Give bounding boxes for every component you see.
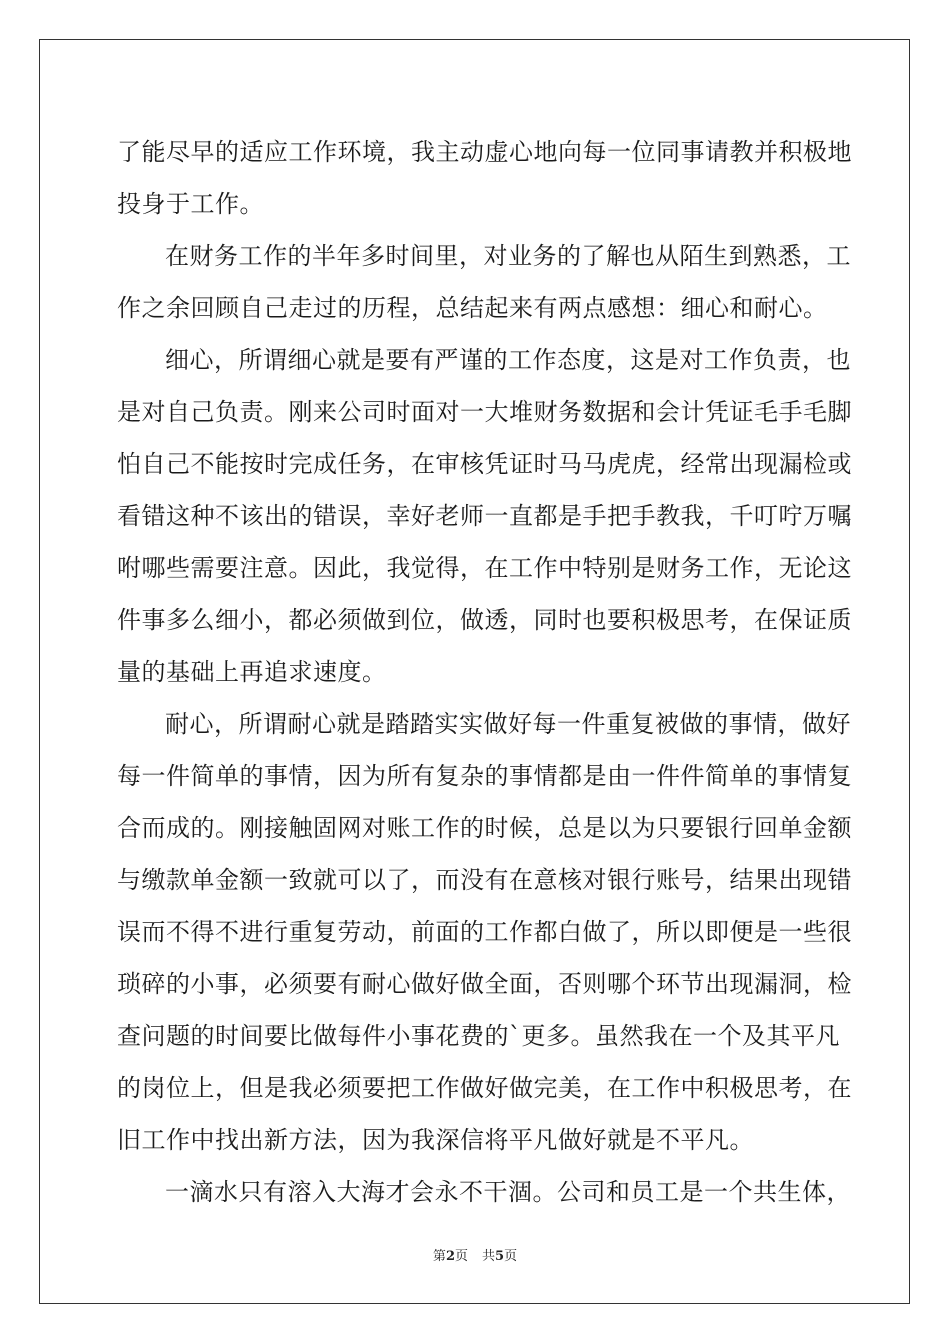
paragraph	[117, 1166, 851, 1218]
paragraph	[117, 230, 851, 334]
text-line: 合而成的。刚接触固网对账工作的时候，总是以为只要银行回单金额	[117, 814, 852, 842]
text-line: 琐碎的小事，必须要有耐心做好做全面，否则哪个环节出现漏洞，检	[117, 970, 852, 998]
text-line: 是对自己负责。刚来公司时面对一大堆财务数据和会计凭证毛手毛脚	[117, 398, 852, 426]
text-line: 怕自己不能按时完成任务，在审核凭证时马马虎虎，经常出现漏检或	[117, 450, 852, 478]
text-line: 量的基础上再追求速度。	[117, 658, 387, 686]
text-line: 与缴款单金额一致就可以了，而没有在意核对银行账号，结果出现错	[117, 866, 852, 894]
page-footer	[0, 1245, 950, 1264]
total-prefix: 共	[482, 1249, 496, 1264]
paragraph	[117, 698, 852, 1166]
text-line: 看错这种不该出的错误，幸好老师一直都是手把手教我，千叮咛万嘱	[117, 502, 852, 530]
text-line: 耐心，所谓耐心就是踏踏实实做好每一件重复被做的事情，做好	[165, 710, 851, 738]
document-body	[117, 126, 852, 1218]
text-line: 误而不得不进行重复劳动，前面的工作都白做了，所以即便是一些很	[117, 918, 852, 946]
page-suffix: 页	[454, 1249, 468, 1264]
text-line: 件事多么细小，都必须做到位，做透，同时也要积极思考，在保证质	[117, 606, 852, 634]
total-suffix: 页	[504, 1249, 518, 1264]
text-line: 细心，所谓细心就是要有严谨的工作态度，这是对工作负责，也	[165, 346, 851, 374]
text-line: 作之余回顾自己走过的历程，总结起来有两点感想：细心和耐心。	[117, 294, 828, 322]
text-line: 查问题的时间要比做每件小事花费的`更多。虽然我在一个及其平凡	[117, 1022, 840, 1050]
page-prefix: 第	[432, 1249, 446, 1264]
total-pages: 5	[495, 1249, 505, 1264]
text-line: 投身于工作。	[117, 190, 264, 218]
text-line: 咐哪些需要注意。因此，我觉得，在工作中特别是财务工作，无论这	[117, 554, 852, 582]
page-number: 2	[445, 1249, 455, 1264]
text-line: 的岗位上，但是我必须要把工作做好做完美，在工作中积极思考，在	[117, 1074, 852, 1102]
text-line: 一滴水只有溶入大海才会永不干涸。公司和员工是一个共生体，	[165, 1178, 851, 1206]
text-line: 旧工作中找出新方法，因为我深信将平凡做好就是不平凡。	[117, 1126, 754, 1154]
paragraph	[117, 334, 852, 698]
paragraph	[117, 126, 852, 230]
text-line: 每一件简单的事情，因为所有复杂的事情都是由一件件简单的事情复	[117, 762, 852, 790]
text-line: 在财务工作的半年多时间里，对业务的了解也从陌生到熟悉，工	[165, 242, 851, 270]
text-line: 了能尽早的适应工作环境，我主动虚心地向每一位同事请教并积极地	[117, 138, 852, 166]
